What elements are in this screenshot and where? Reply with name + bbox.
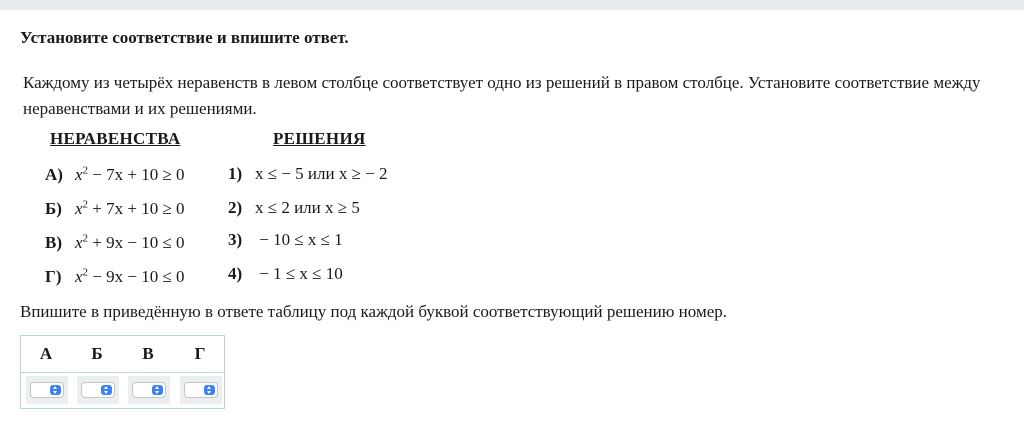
solution-number: 2) (228, 198, 243, 217)
solution-number: 1) (228, 164, 243, 183)
solution-row-2 (228, 198, 360, 218)
answer-select-a[interactable] (30, 382, 64, 398)
answer-select-b[interactable] (81, 382, 115, 398)
inequalities-column-header: НЕРАВЕНСТВА (50, 129, 181, 148)
inequality-row-a (45, 164, 185, 185)
solution-row-1 (228, 164, 388, 184)
select-arrows-icon (152, 385, 163, 395)
task-heading: Установите соответствие и впишите ответ. (20, 28, 349, 47)
solution-row-4 (228, 264, 343, 284)
inequality-expression: $x^2 + 9x - 10 \le 0$ (75, 232, 185, 252)
solutions-column-header: РЕШЕНИЯ (273, 129, 366, 148)
select-arrows-icon (50, 385, 61, 395)
select-arrows-icon (101, 385, 112, 395)
task-description: Каждому из четырёх неравенств в левом столбце соответствует одно из решений в правом столбце. Установите соответствие между неравенствами и их решениями. (23, 73, 981, 118)
inequality-letter: Г) (45, 266, 62, 286)
solution-text: − 1 ≤ x ≤ 10 (255, 264, 343, 283)
solution-text: − 10 ≤ x ≤ 1 (255, 230, 343, 249)
solution-text: x ≤ 2 или x ≥ 5 (255, 198, 360, 217)
solution-number: 4) (228, 264, 243, 283)
inequality-row-b (45, 198, 185, 219)
solution-number: 3) (228, 230, 243, 249)
select-arrows-icon (204, 385, 215, 395)
solution-text: x ≤ − 5 или x ≥ − 2 (255, 164, 388, 183)
answer-instruction: Впишите в приведённую в ответе таблицу под каждой буквой соответствующий решению номер. (20, 302, 728, 321)
solution-row-3 (228, 230, 343, 250)
answer-header-v: В (142, 344, 154, 363)
answer-select-g[interactable] (184, 382, 218, 398)
answer-select-v[interactable] (132, 382, 166, 398)
inequality-expression: $x^2 - 7x + 10 \ge 0$ (75, 164, 185, 184)
top-bar (0, 0, 1024, 10)
inequality-letter: Б) (45, 198, 62, 218)
answer-header-a: А (39, 344, 53, 363)
answer-table (20, 335, 225, 409)
inequality-expression: $x^2 + 7x + 10 \ge 0$ (75, 198, 185, 218)
inequality-expression: $x^2 - 9x - 10 \le 0$ (75, 266, 185, 286)
answer-table-divider (21, 372, 224, 373)
inequality-row-v (45, 232, 185, 253)
inequality-letter: А) (45, 164, 63, 184)
inequality-row-g (45, 266, 185, 287)
answer-header-g: Г (194, 344, 206, 363)
inequality-letter: В) (45, 232, 62, 252)
answer-header-b: Б (91, 344, 103, 363)
